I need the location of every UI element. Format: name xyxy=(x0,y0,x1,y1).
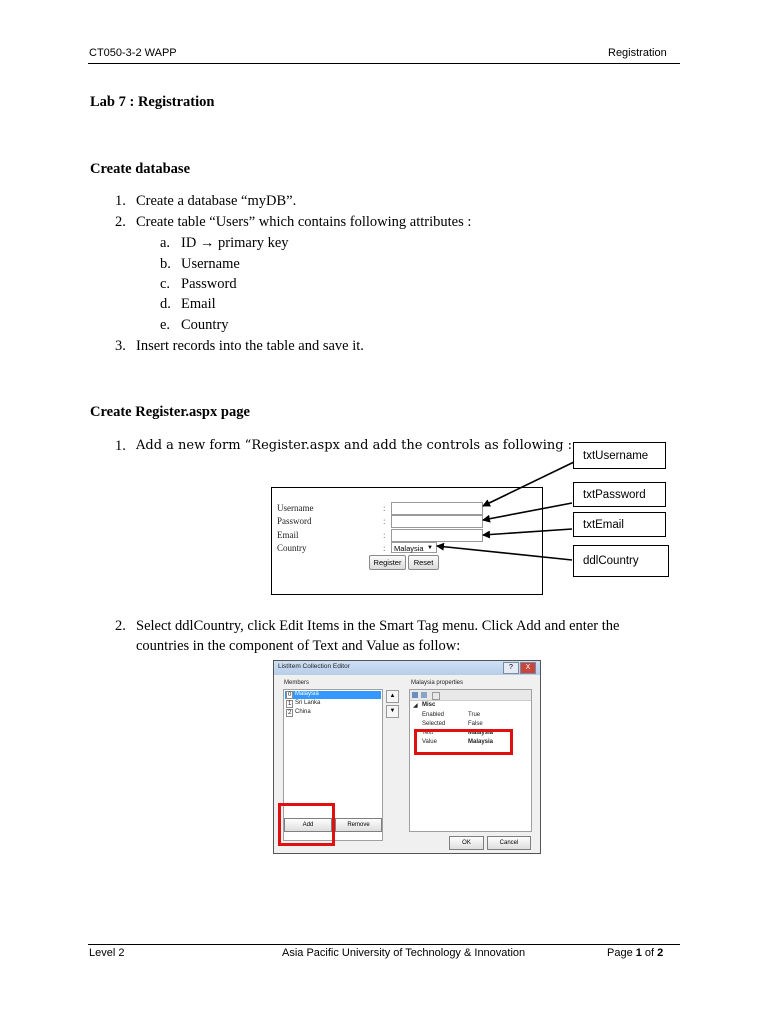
label-username: Username xyxy=(277,503,314,513)
highlight-add-button xyxy=(278,803,335,846)
prop-name: Text xyxy=(422,730,434,736)
lab-title: Lab 7 : Registration xyxy=(90,94,215,110)
listitem-editor-figure xyxy=(273,660,541,854)
list-item: Create a database “myDB”. xyxy=(136,193,297,209)
email-textbox[interactable] xyxy=(391,529,483,542)
list-item[interactable] xyxy=(285,700,381,708)
remove-button[interactable]: Remove xyxy=(335,818,382,832)
close-button[interactable]: X xyxy=(520,662,536,674)
categorized-icon[interactable] xyxy=(412,692,418,698)
list-item: Select ddlCountry, click Edit Items in the Smart Tag menu. Click Add and enter the xyxy=(136,618,620,634)
page-total: 2 xyxy=(657,947,664,959)
move-up-button[interactable]: ▲ xyxy=(386,690,399,703)
list-item-continued: countries in the component of Text and Value as follow: xyxy=(136,638,461,654)
prop-name: Value xyxy=(422,739,437,745)
sub-letter: d. xyxy=(160,296,171,312)
header-course-code: CT050-3-2 WAPP xyxy=(89,47,177,59)
category-misc: Misc xyxy=(422,702,436,708)
list-item: Insert records into the table and save it. xyxy=(136,338,364,354)
callout-ddlcountry: ddlCountry xyxy=(573,545,669,577)
callout-txtpassword: txtPassword xyxy=(573,482,666,507)
prop-value[interactable]: True xyxy=(468,712,481,718)
footer-rule xyxy=(88,944,680,945)
list-item[interactable] xyxy=(285,691,381,699)
sort-icon[interactable] xyxy=(421,692,427,698)
footer-level: Level 2 xyxy=(89,947,125,959)
sub-letter: c. xyxy=(160,276,171,292)
sub-letter: a. xyxy=(160,235,171,251)
password-textbox[interactable] xyxy=(391,515,483,528)
country-dropdown-value: Malaysia xyxy=(394,544,424,553)
add-button[interactable]: Add xyxy=(284,818,332,832)
header-rule xyxy=(88,63,680,64)
member-name: China xyxy=(295,709,311,715)
page-prefix: Page xyxy=(607,947,636,959)
label-email: Email xyxy=(277,530,299,540)
list-number: 2. xyxy=(115,214,126,230)
sub-item: ID → primary key xyxy=(181,235,289,251)
section-heading-database: Create database xyxy=(90,161,191,177)
sub-item: Username xyxy=(181,256,240,272)
cancel-button[interactable]: Cancel xyxy=(487,836,531,850)
prop-value[interactable]: Malaysia xyxy=(468,739,494,745)
chevron-down-icon: ▼ xyxy=(427,545,433,551)
label-country: Country xyxy=(277,543,307,553)
highlight-text-value xyxy=(414,729,513,755)
sub-letter: b. xyxy=(160,256,171,272)
member-index: 1 xyxy=(288,701,292,707)
member-name: Sri Lanka xyxy=(295,700,321,706)
list-item: Add a new form “Register.aspx and add the controls as following : xyxy=(136,438,573,453)
colon: : xyxy=(383,516,386,526)
header-title: Registration xyxy=(608,47,667,59)
callout-txtusername: txtUsername xyxy=(573,442,666,469)
dialog-titlebar xyxy=(274,661,540,675)
footer-page-number xyxy=(607,947,663,959)
reset-button[interactable]: Reset xyxy=(408,555,439,570)
username-textbox[interactable] xyxy=(391,502,483,515)
country-dropdown[interactable] xyxy=(391,542,437,553)
colon: : xyxy=(383,543,386,553)
dialog-title: ListItem Collection Editor xyxy=(278,663,350,670)
label-password: Password xyxy=(277,516,312,526)
move-down-button[interactable]: ▼ xyxy=(386,705,399,718)
member-index: 0 xyxy=(288,692,292,698)
list-number: 3. xyxy=(115,338,126,354)
help-button[interactable]: ? xyxy=(503,662,519,674)
colon: : xyxy=(383,530,386,540)
page-of: of xyxy=(641,947,658,959)
ok-button[interactable]: OK xyxy=(449,836,484,850)
member-index: 2 xyxy=(288,710,292,716)
members-label: Members xyxy=(284,680,310,686)
colon: : xyxy=(383,503,386,513)
list-number: 1. xyxy=(115,193,126,209)
property-toolbar xyxy=(410,690,531,701)
callout-txtemail: txtEmail xyxy=(573,512,666,537)
properties-label: Malaysia properties xyxy=(411,680,464,686)
prop-value[interactable]: False xyxy=(468,721,483,727)
register-form-figure xyxy=(271,487,543,595)
list-number: 2. xyxy=(115,618,126,634)
page-current: 1 xyxy=(635,947,642,959)
sub-item: Password xyxy=(181,276,237,292)
prop-value[interactable]: Malaysia xyxy=(468,730,494,736)
prop-name: Selected xyxy=(422,721,446,727)
member-name: Malaysia xyxy=(295,691,319,697)
property-pages-icon[interactable] xyxy=(432,692,440,700)
expand-icon[interactable]: ◢ xyxy=(413,703,418,709)
sub-letter: e. xyxy=(160,317,171,333)
property-grid[interactable] xyxy=(409,689,532,832)
list-item: Create table “Users” which contains following attributes : xyxy=(136,214,472,230)
prop-name: Enabled xyxy=(422,712,445,718)
register-button[interactable]: Register xyxy=(369,555,406,570)
footer-university: Asia Pacific University of Technology & Innovation xyxy=(282,947,526,959)
list-item[interactable] xyxy=(285,709,381,717)
sub-item: Country xyxy=(181,317,229,333)
sub-item: Email xyxy=(181,296,216,312)
section-heading-register: Create Register.aspx page xyxy=(90,404,250,420)
list-number: 1. xyxy=(115,438,126,454)
